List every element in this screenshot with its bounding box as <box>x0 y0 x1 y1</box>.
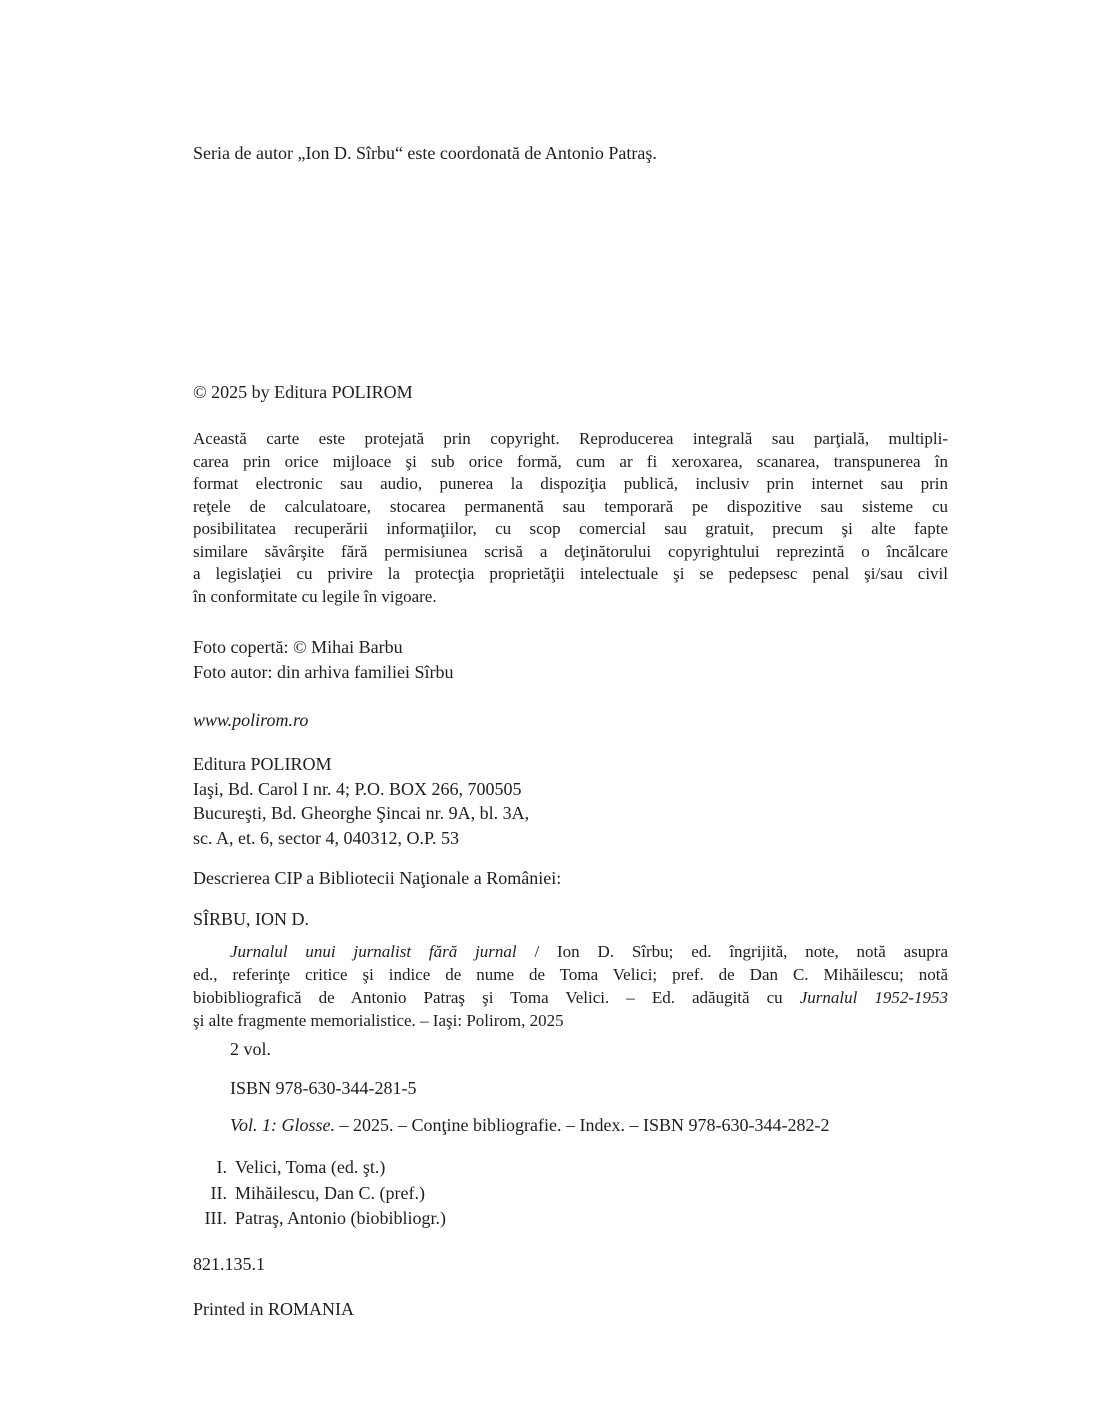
publisher-address-bucuresti-2: sc. A, et. 6, sector 4, 040312, O.P. 53 <box>193 827 459 848</box>
publisher-address-block <box>193 752 948 850</box>
series-note: Seria de autor „Ion D. Sîrbu“ este coordonată de Antonio Patraş. <box>193 143 657 163</box>
publisher-address-iasi: Iaşi, Bd. Carol I nr. 4; P.O. BOX 266, 700505 <box>193 778 522 799</box>
cip-journal-italic: Jurnalul 1952-1953 <box>799 988 948 1007</box>
cip-line-text: biobibliografică de Antonio Patraş şi Toma Velici. – Ed. adăugită cu <box>193 988 800 1007</box>
license-line: format electronic sau audio, punerea la dispoziţia publică, inclusiv prin internet sau prin <box>193 474 948 493</box>
cip-line: ed., referinţe critice şi indice de nume de Toma Velici; pref. de Dan C. Mihăilescu; notă <box>193 965 948 984</box>
publisher-website: www.polirom.ro <box>193 710 309 730</box>
cip-heading: Descrierea CIP a Bibliotecii Naţionale a României: <box>193 868 562 888</box>
photo-credits <box>193 635 948 685</box>
cip-line: şi alte fragmente memorialistice. – Iaşi: Polirom, 2025 <box>193 1011 564 1030</box>
contributor-numeral: III. <box>204 1208 227 1228</box>
contributor-numeral: I. <box>216 1157 227 1177</box>
cip-line <box>193 986 948 1009</box>
udc-number: 821.135.1 <box>193 1253 265 1274</box>
contributor-name: Patraş, Antonio (biobibliogr.) <box>235 1208 446 1228</box>
volume-1-details: – 2025. – Conţine bibliografie. – Index. – ISBN 978-630-344-282-2 <box>335 1115 830 1135</box>
contributor-name: Mihăilescu, Dan C. (pref.) <box>235 1182 425 1203</box>
license-line: reţele de calculatoare, stocarea permanentă sau temporară pe dispozitive sau sisteme cu <box>193 496 948 516</box>
volume-1-title-italic: Vol. 1: Glosse. <box>230 1115 335 1135</box>
cip-line <box>193 940 948 963</box>
copyright-notice: © 2025 by Editura POLIROM <box>193 382 413 402</box>
contributor-entry <box>193 1181 948 1207</box>
cip-description <box>193 940 948 1032</box>
contributor-entry <box>193 1155 948 1181</box>
license-line: a legislaţiei cu privire la protecţia proprietăţii intelectuale şi se pedepsesc penal şi/sau civil <box>193 564 948 583</box>
volume-count: 2 vol. <box>230 1039 272 1059</box>
license-line: Această carte este protejată prin copyright. Reproducerea integrală sau parţială, multipli- <box>193 429 948 448</box>
license-line: posibilitatea recuperării informaţiilor, cu scop comercial sau gratuit, precum şi alte fapte <box>193 519 948 538</box>
cover-photo-credit: Foto copertă: © Mihai Barbu <box>193 637 403 657</box>
contributor-numeral: II. <box>210 1182 227 1203</box>
imprint-content <box>193 0 948 1321</box>
license-line: în conformitate cu legile în vigoare. <box>193 586 437 606</box>
license-paragraph <box>193 428 948 608</box>
contributor-list <box>193 1155 948 1232</box>
isbn-set: ISBN 978-630-344-281-5 <box>230 1078 417 1098</box>
cip-author-heading: SÎRBU, ION D. <box>193 909 310 929</box>
contributor-entry <box>193 1206 948 1232</box>
publisher-name: Editura POLIROM <box>193 754 332 774</box>
contributor-name: Velici, Toma (ed. şt.) <box>235 1157 386 1177</box>
volume-1-entry <box>193 1113 948 1137</box>
publisher-address-bucuresti: Bucureşti, Bd. Gheorghe Şincai nr. 9A, bl. 3A, <box>193 803 530 823</box>
printed-in-notice: Printed in ROMANIA <box>193 1298 354 1319</box>
license-line: similare săvârşite fără permisiunea scrisă a deţinătorului copyrightului reprezintă o încălcare <box>193 541 948 561</box>
cip-line-text: / Ion D. Sîrbu; ed. îngrijită, note, notă asupra <box>516 942 949 961</box>
cip-title-italic: Jurnalul unui jurnalist fără jurnal <box>230 942 517 961</box>
license-line: carea prin orice mijloace şi sub orice formă, cum ar fi xeroxarea, scanarea, transpunerea în <box>193 451 948 471</box>
author-photo-credit: Foto autor: din arhiva familiei Sîrbu <box>193 662 454 682</box>
